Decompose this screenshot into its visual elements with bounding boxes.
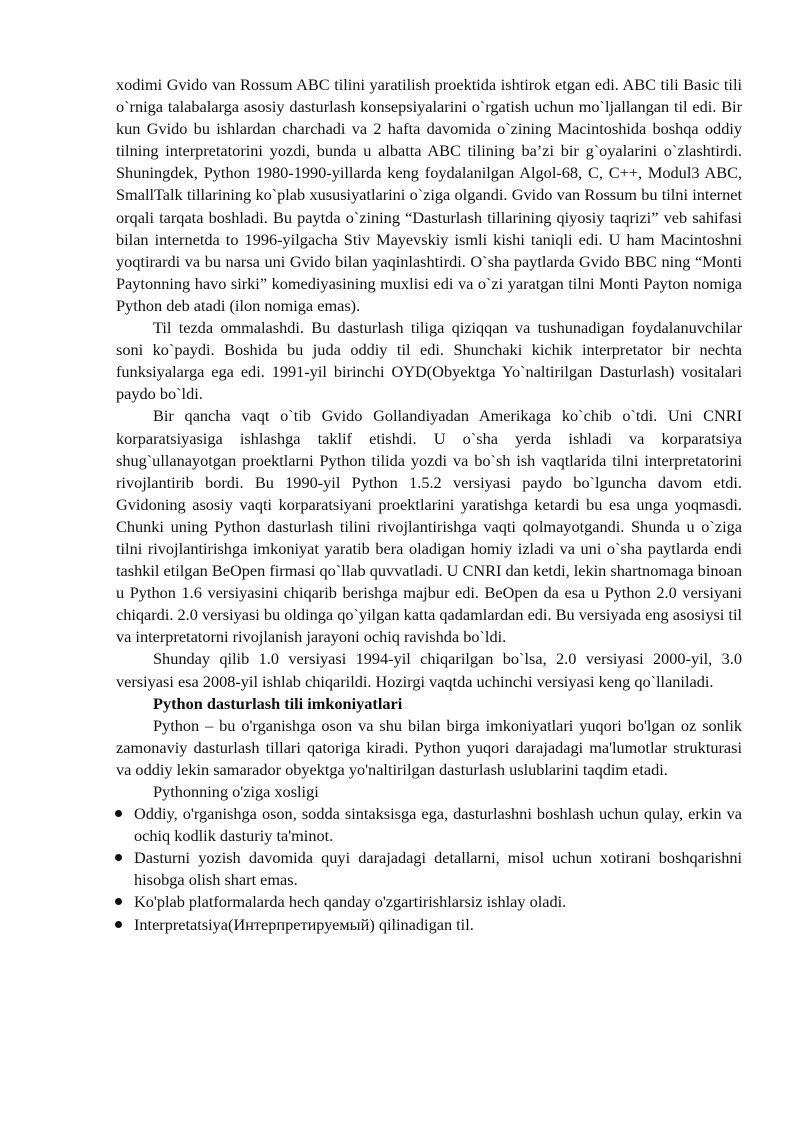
list-item-text: Oddiy, o'rganishga oson, sodda sintaksisga ega, dasturlashni boshlash uchun qulay, erkin va ochiq kodlik dasturiy ta'minot.: [134, 804, 742, 846]
list-item: [116, 803, 742, 847]
bullet-icon: [115, 854, 122, 861]
paragraph: Bir qancha vaqt o`tib Gvido Gollandiyadan Amerikaga ko`chib o`tdi. Uni CNRI korparatsiyasiga ishlashga taklif etishdi. U o`sha yerda ishladi va korparatsiya shug`ullanayotgan proektlarni Python tilida yozdi va bo`sh ish vaqtlarida tilni interpretatorini rivojlantirib bordi. Bu 1990-yil Python 1.5.2 versiyasi paydo bo`lguncha davom etdi. Gvidoning asosiy vaqti korparatsiyani proektlarini yaratishga ketardi bu esa unga yoqmasdi. Chunki uning Python dasturlash tilini rivojlantirishga vaqti qolmayotgandi. Shunda u o`ziga tilni rivojlantirishga imkoniyat yaratib bera oladigan homiy izladi va uni o`sha paytlarda endi tashkil etilgan BeOpen firmasi qo`llab quvvatladi. U CNRI dan ketdi, lekin shartnomaga binoan u Python 1.6 versiyasini chiqarib berishga majbur edi. BeOpen da esa u Python 2.0 versiyani chiqardi. 2.0 versiyasi bu oldinga qo`yilgan katta qadamlardan edi. Bu versiyada eng asosiysi til va interpretatorni rivojlanish jarayoni ochiq ravishda bo`ldi.: [116, 406, 742, 647]
bullet-icon: [115, 921, 122, 928]
paragraph: Til tezda ommalashdi. Bu dasturlash tiliga qiziqqan va tushunadigan foydalanuvchilar soni ko`paydi. Boshida bu juda oddiy til edi. Shunchaki kichik interpretator bir nechta funksiyalarga ega edi. 1991-yil birinchi OYD(Obyektga Yo`naltirilgan Dasturlash) vositalari paydo bo`ldi.: [116, 318, 742, 404]
list-item-text: Interpretatsiya(Интерпретируемый) qilinadigan til.: [134, 914, 474, 934]
paragraph: Python – bu o'rganishga oson va shu bilan birga imkoniyatlari yuqori bo'lgan oz sonlik zamonaviy dasturlash tillari qatoriga kiradi. Python yuqori darajadagi ma'lumotlar strukturasi va oddiy lekin samarador obyektga yo'naltirilgan dasturlash uslublarini taqdim etadi.: [116, 715, 742, 779]
list-item: [116, 891, 742, 913]
document-page: [116, 74, 742, 936]
paragraph: xodimi Gvido van Rossum ABC tilini yaratilish proektida ishtirok etgan edi. ABC tili Basic tili o`rniga talabalarga asosiy dasturlash konsepsiyalarini o`rgatish uchun mo`ljallangan til edi. Bir kun Gvido bu ishlardan charchadi va 2 hafta davomida o`zining Macintoshida boshqa oddiy tilning interpretatorini yozdi, bunda u albatta ABC tilining ba’zi bir g`oyalarini o`zlashtirdi. Shuningdek, Python 1980-1990-yillarda keng foydalanilgan Algol-68, C, C++, Modul3 ABC, SmallTalk tillarining ko`plab xususiyatlarini o`ziga olgandi. Gvido van Rossum bu tilni internet orqali tarqata boshladi. Bu paytda o`zining “Dasturlash tillarining qiyosiy taqrizi” veb sahifasi bilan internetda to 1996-yilgacha Stiv Mayevskiy ismli kishi taniqli edi. U ham Macintoshni yoqtirardi va bu narsa uni Gvido bilan yaqinlashtirdi. O`sha paytlarda Gvido BBC ning “Monti Paytonning havo sirki” komediyasining muxlisi edi va o`zi yaratgan tilni Monti Payton nomiga Python deb atadi (ilon nomiga emas).: [116, 75, 742, 315]
bullet-icon: [115, 898, 122, 905]
list-item-text: Ko'plab platformalarda hech qanday o'zgartirishlarsiz ishlay oladi.: [134, 892, 567, 912]
paragraph: Shunday qilib 1.0 versiyasi 1994-yil chiqarilgan bo`lsa, 2.0 versiyasi 2000-yil, 3.0 versiyasi esa 2008-yil ishlab chiqarildi. Hozirgi vaqtda uchinchi versiyasi keng qo`llaniladi.: [116, 649, 742, 691]
list-item: [116, 847, 742, 891]
list-item: [116, 914, 742, 936]
feature-list: [116, 803, 742, 936]
list-item-text: Dasturni yozish davomida quyi darajadagi detallarni, misol uchun xotirani boshqarishni hisobga olish shart emas.: [134, 848, 742, 890]
list-intro: Pythonning o'ziga xosligi: [153, 782, 319, 801]
section-heading: Python dasturlash tili imkoniyatlari: [153, 693, 403, 713]
bullet-icon: [115, 810, 122, 817]
